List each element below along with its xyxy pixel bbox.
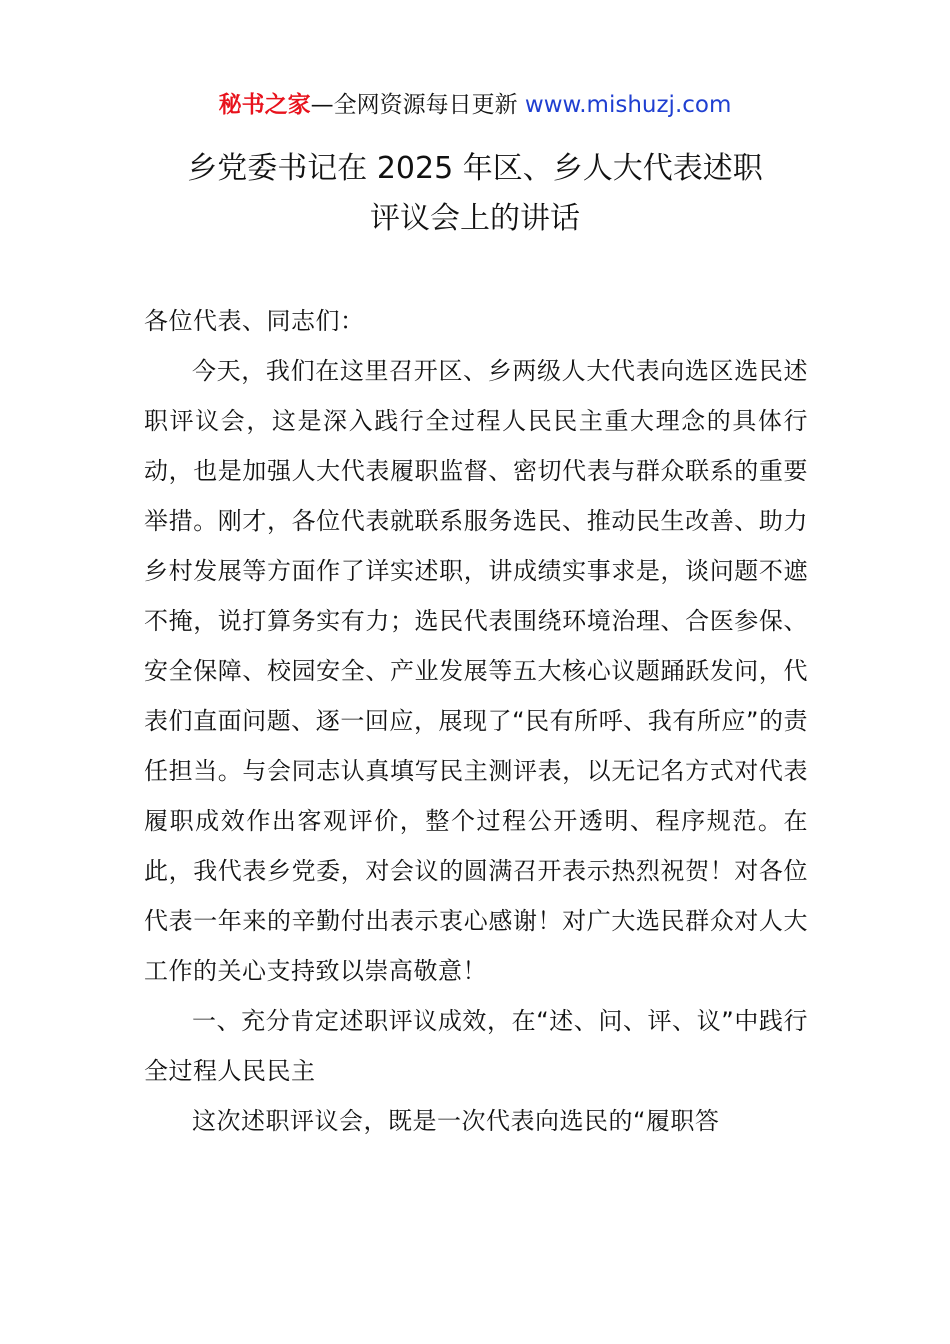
title-line-2: 评议会上的讲话 — [370, 201, 580, 236]
document-body — [144, 296, 808, 1146]
title-line-1: 乡党委书记在 2025 年区、乡人大代表述职 — [187, 151, 763, 186]
paragraph-1: 今天，我们在这里召开区、乡两级人大代表向选区选民述职评议会，这是深入践行全过程人民民主重大理念的具体行动，也是加强人大代表履职监督、密切代表与群众联系的重要举措。刚才，各位代表就联系服务选民、推动民生改善、助力乡村发展等方面作了详实述职，讲成绩实事求是，谈问题不遮不掩，说打算务实有力；选民代表围绕环境治理、合医参保、安全保障、校园安全、产业发展等五大核心议题踊跃发问，代表们直面问题、逐一回应，展现了“民有所呼、我有所应”的责任担当。与会同志认真填写民主测评表，以无记名方式对代表履职成效作出客观评价，整个过程公开透明、程序规范。在此，我代表乡党委，对会议的圆满召开表示热烈祝贺！对各位代表一年来的辛勤付出表示衷心感谢！对广大选民群众对人大工作的关心支持致以崇高敬意！ — [144, 357, 808, 985]
site-url-link[interactable]: www.mishuzj.com — [524, 92, 732, 118]
document-title — [0, 144, 950, 244]
section-1-heading: 一、充分肯定述职评议成效，在“述、问、评、议”中践行全过程人民民主 — [144, 1007, 808, 1085]
brand-name: 秘书之家 — [218, 92, 311, 118]
header-tagline: —全网资源每日更新 — [310, 92, 525, 118]
paragraph-2: 这次述职评议会，既是一次代表向选民的“履职答 — [192, 1107, 720, 1135]
site-header — [0, 88, 950, 122]
salutation: 各位代表、同志们： — [144, 307, 365, 335]
